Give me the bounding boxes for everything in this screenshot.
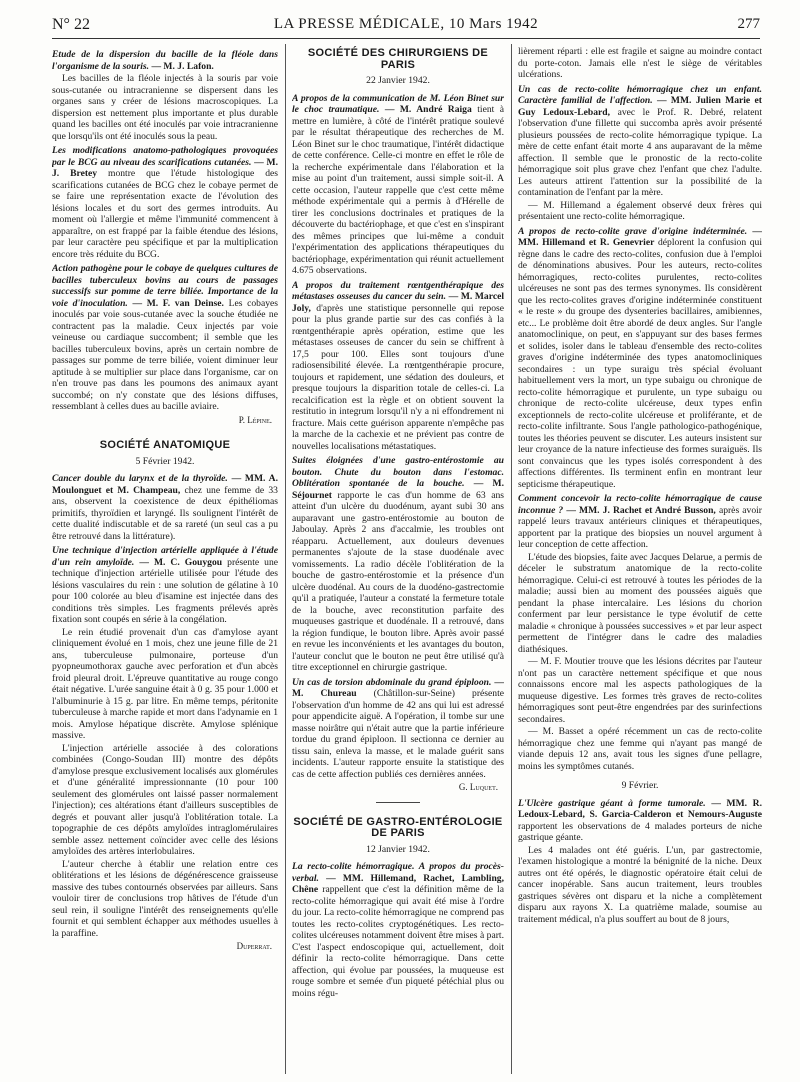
journal-name: LA PRESSE MÉDICALE,: [273, 16, 445, 32]
section-date: 9 Février.: [621, 780, 659, 791]
article-author: — MM. Hillemand et R. Genevrier: [518, 225, 762, 248]
column-1: [52, 46, 278, 1076]
article-author: — MM. Julien Marie et Guy Ledoux-Lebard,: [518, 95, 762, 118]
article-title: Un cas de torsion abdominale du grand épiploon.: [292, 676, 492, 688]
article-title: A propos du traitement rœntgenthérapique des métastases osseuses du cancer du sein.: [292, 279, 504, 302]
section-date: 12 Janvier 1942.: [366, 843, 430, 855]
article-paragraph: [292, 280, 504, 453]
article-paragraph: L'auteur cherche à établir une relation entre ces oblitérations et les lésions de dégénérescence graisseuse massive des tubes contournés observées par ailleurs. Sans vouloir tirer de conclusions trop hâtives de l'étude d'un seul rein, il souligne l'intérêt des renseignements qu'elle fournit et qui semblent échapper aux méthodes usuelles à la paraffine.: [52, 858, 278, 939]
article-paragraph: [52, 49, 278, 72]
article-author: — MM. J. Rachet et André Busson,: [566, 504, 716, 516]
article-paragraph: [52, 545, 278, 626]
article-title: Suites éloignées d'une gastro-entérostomie au bouton. Chute du bouton dans l'estomac. Oblitération spontanée de la bouche.: [292, 455, 504, 489]
signature: Duperrat.: [236, 941, 272, 951]
journal-title: [52, 16, 760, 33]
article-title: Etude de la dispersion du bacille de la fléole dans l'organisme de la souris.: [52, 49, 278, 72]
article-title: Une technique d'injection artérielle appliquée à l'étude d'un rein amyloïde.: [52, 545, 278, 568]
section-heading: SOCIÉTÉ DES CHIRURGIENS DE PARIS: [307, 47, 489, 71]
article-title: A propos de recto-colite grave d'origine indéterminée.: [518, 225, 748, 237]
article-paragraph: [518, 226, 762, 491]
article-text: rapportent les observations de 4 malades porteurs de niche gastrique géante.: [518, 820, 762, 843]
section-date: 5 Février 1942.: [135, 455, 195, 467]
article-author: — M. André Raiga: [384, 104, 472, 115]
article-title: L'Ulcère gastrique géant à forme tumorale.: [518, 797, 706, 809]
article-author: — M. Marcel Joly,: [292, 291, 504, 314]
article-author: — MM. R. Ledoux-Lebard, S. Garcia-Calderon et Nemours-Auguste: [518, 797, 762, 820]
article-author: — M. Séjournet: [292, 478, 504, 501]
article-title: A propos de la communication de M. Léon Binet sur le choc traumatique.: [292, 92, 504, 115]
article-author: — M. Chureau: [292, 676, 504, 699]
section-separator: [376, 802, 420, 803]
signature: P. Lépine.: [238, 414, 272, 425]
article-author: — M. J. Lafon.: [151, 60, 214, 72]
article-paragraph: Le rein étudié provenait d'un cas d'amylose ayant cliniquement évolué en 1 mois, chez une jeune fille de 21 ans, tuberculeuse pulmonaire, porteuse d'un pyopneumothorax gauche avec perforation et d'un abcès froid pleural droit. L'épreuve quantitative au rouge congo était négative. L'urée sanguine était à 0 g. 35 pour 1.000 et l'albuminurie à 15 g. par litre. En même temps, péritonite tuberculeuse à marche rapide et mort dans l'adynamie en 1 mois. Amylose hépatique discrète. Amylose splénique massive.: [52, 626, 278, 741]
article-text: chez une femme de 33 ans, observent la coexistence de deux épithéliomas primitifs, thyroïdien et laryngé. Ils soulignent l'intérêt de cette dualité indiscutable et de sa rareté (un seul cas a pu être retrouvé dans la littérature).: [52, 484, 278, 542]
article-text: après avoir rappelé leurs travaux antérieurs cliniques et thérapeutiques, apportent par la pratique des biopsies un nouvel argument à leur conception de cette affection.: [518, 504, 762, 550]
page-header: [52, 16, 760, 38]
article-paragraph: [292, 861, 504, 999]
header-rule: [52, 38, 760, 39]
column-divider: [511, 44, 512, 1074]
article-paragraph: Les 4 malades ont été guéris. L'un, par gastrectomie, l'examen histologique a montré la bénignité de la niche. Deux autres ont été opérés, le diagnostic opératoire était celui de cancer inopérable. Sans aucun traitement, leurs troubles gastriques sévères ont disparu et la niche a complètement disparu aux rayons X. La quatrième malade, soumise au traitement médical, n'a plus souffert au bout de 8 jours,: [518, 844, 762, 925]
article-title: Action pathogène pour le cobaye de quelques cultures de bacilles tuberculeux bovins au cours de passages successifs sur pomme de terre biliée. Importance de la voie d'inoculation.: [52, 263, 278, 309]
article-text: (Châtillon-sur-Seine) présente l'observation d'un homme de 42 ans qui lui est adressé pour appendicite aiguë. A l'opération, il tombe sur une masse noirâtre qui n'était autre que la partie inférieure tordue du grand épiploon. Il sectionna ce dernier au tissu sain, enleva la masse, et le malade guérit sans incidents. L'auteur rapporte ensuite la statistique des cas de cette affection publiés ces dernières années.: [292, 688, 504, 780]
article-paragraph: [292, 455, 504, 674]
column-2: [292, 46, 504, 1076]
page-number: 277: [737, 16, 760, 32]
article-text: montre que l'étude histologique des scarifications cutanées de BCG chez le cobaye permet de se faire une représentation exacte de l'évolution des lésions locales et du sort des germes introduits. Au moment où l'allergie et même l'immunité commencent à apparaître, on est frappé par la faible étendue des lésions, par leur caractère peu spécifique et par la multiplication encore très réduite du BCG.: [52, 168, 278, 260]
article-paragraph: L'étude des biopsies, faite avec Jacques Delarue, a permis de déceler le substratum anatomique de la recto-colite hémorragique. Celui-ci est retrouvé à toutes les périodes de la maladie; aussi bien au moment des poussées aiguës que pendant la phase intercalaire. Les lésions du chorion conferment par leur persistance le type évolutif de cette maladie « chronique à poussées successives » et par leur aspect permettent de l'intégrer dans le cadre des maladies diathésiques.: [518, 551, 762, 655]
article-author: — M. F. van Deinse.: [132, 297, 224, 309]
article-text: avec le Prof. R. Debré, relatent l'observation d'une fillette qui succomba après avoir présenté plusieurs poussées de recto-colite hémorragique typique. La mère de cette enfant était morte 4 ans auparavant de la même affection. Il semble que le pronostic de la recto-colite hémorragique soit plus grave chez l'enfant que chez l'adulte. Les auteurs attirent l'attention sur la possibilité de la contamination de l'enfant par la mère.: [518, 106, 762, 198]
article-title: Comment concevoir la recto-colite hémorragique de cause inconnue ?: [518, 493, 762, 516]
article-text: déplorent la confusion qui règne dans le cadre des recto-colites, confusion due à l'emploi de dénominations abusives. Pour les auteurs, recto-colites hémorragiques, recto-colites purulentes, recto-colites ulcéreuses ne sont pas des termes synonymes. Ils considèrent que les recto-colites graves d'origine indéterminée constituent « le reste » du groupe des dysenteries bacillaires, amibiennes, etc... Le problème doit être abordé de deux angles. Sur l'angle anatomoclinique, on peut, en s'appuyant sur des bases fermes et solides, isoler dans le tableau d'ensemble des recto-colites graves d'origine indéterminée des types anatomocliniques secondaires : un type suraigu très spécial évoluant habituellement vers la mort, un type subaigu ou chronique de recto-colite hémorragique et purulente, un type subaigu ou chronique de recto-colite ulcéreuse, deux types enfin exceptionnels de recto-colite ulcéreuse et proliférante, et de recto-colite infiltrante. Sous l'angle pathologico-pathogénique, toutes les théories peuvent se discuter. Les auteurs insistent sur leur croyance de la nature infectieuse des formes suraiguës. Ils sont convaincus que les types isolés correspondent à des affections différentes. Ils terminent enfin en montrant leur septicisme thérapeutique.: [518, 237, 762, 490]
article-paragraph: — M. F. Moutier trouve que les lésions décrites par l'auteur n'ont pas un caractère nettement spécifique et que nous connaissons encore mal les aspects pathologiques de la muqueuse digestive. Les formes très graves de recto-colites hémorragiques sont peut-être engendrées par des surinfections secondaires.: [518, 656, 762, 725]
article-paragraph: — M. Basset a opéré récemment un cas de recto-colite hémorragique chez une femme qui n'ayant pas mangé de viande depuis 12 ans, avait tous les signes d'une pellagre, moins les symptômes cutanés.: [518, 726, 762, 772]
article-paragraph: L'injection artérielle associée à des colorations combinées (Congo-Soudan III) montre des dépôts d'amylose presque exclusivement localisés aux glomérules et d'une généralité impressionnante (10 pour 100 seulement des glomérules ont laissé passer normalement l'injection); ces altérations étant d'ailleurs susceptibles de degrés et pouvant aller jusqu'à l'oblitération totale. La topographie de ces dépôts amyloïdes intraglomérulaires semble assez nettement coïncider avec celle des lésions amyloïdes des artères interlobulaires.: [52, 742, 278, 857]
article-paragraph: [52, 473, 278, 542]
article-text: rapporte le cas d'un homme de 63 ans atteint d'un ulcère du duodénum, ayant subi 30 ans auparavant une gastro-entérostomie au bouton de Jaboulay. Après 2 ans d'accalmie, les troubles ont réapparu. Actuellement, aux douleurs devenues permanentes s'ajoute de la stase duodénale avec vomissements. La radio décèle l'oblitération de la bouche de gastro-entérostomie et la présence d'un ulcère duodénal. Au cours de la duodéno-gastrectomie qu'il a pratiquée, l'auteur a constaté la fermeture totale de la bouche, avec reconstitution parfaite des muqueuses gastrique et duodénale. Il a retrouvé, dans la région fundique, le bouton libre. Après avoir passé en revue les inconvénients et les avantages du bouton, l'auteur conclut que le bouton ne peut être utilisé qu'à titre exceptionnel en chirurgie gastrique.: [292, 489, 504, 673]
column-divider: [285, 44, 286, 1074]
article-paragraph: Les bacilles de la fléole injectés à la souris par voie sous-cutanée ou intracranienne se dispersent dans les organes sans y créer de lésions macroscopiques. La dispersion est nettement plus importante et plus durable quand les bacilles ont été inoculés par voie intracranienne que lorsqu'ils ont été inoculés sous la peau.: [52, 73, 278, 142]
article-paragraph: [292, 93, 504, 277]
article-paragraph: [292, 677, 504, 781]
signature: G. Luquet.: [458, 782, 498, 792]
column-3: [518, 46, 762, 1076]
article-text: Les cobayes inoculés par voie sous-cutanée avec la souche étudiée ne contractent pas la maladie. Ceux injectés par voie veineuse ou cardiaque succombent; il semble que les bacilles tuberculeux bovins, après un certain nombre de passages sur pomme de terre biliée, voient diminuer leur aptitude à se multiplier sur place dans l'organisme, car on n'en trouve pas dans les poumons des animaux ayant succombé; on n'y constate que des lésions diffuses, ressemblant à celles dues au bacille aviaire.: [52, 297, 278, 412]
section-heading: SOCIÉTÉ ANATOMIQUE: [99, 439, 231, 451]
article-title: Un cas de recto-colite hémorragique chez un enfant. Caractère familial de l'affection.: [518, 83, 762, 106]
article-paragraph: [518, 84, 762, 199]
article-title: La recto-colite hémorragique. A propos du procès-verbal.: [292, 861, 504, 884]
article-text: rappellent que c'est la définition même de la recto-colite hémorragique qui avait été mise à l'ordre du jour. La recto-colite hémorragique ne comprend pas toutes les recto-colites cryptogénétiques. Les recto-colites ulcéreuses notamment doivent être mises à part. C'est l'aspect endoscopique qui, actuellement, doit définir la recto-colite hémorragique. Dans cette affection, qui évolue par poussées, la muqueuse est rouge sombre et semée d'un piqueté pétéchial plus ou moins régu-: [292, 884, 504, 999]
article-author: — MM. A. Moulonguet et M. Champeau,: [52, 473, 278, 496]
article-author: — M. C. Gouygou: [139, 556, 223, 568]
section-heading: SOCIÉTÉ DE GASTRO-ENTÉROLOGIE DE PARIS: [293, 815, 503, 839]
article-title: Les modifications anatomo-pathologiques provoquées par le BCG au niveau des scarifications cutanées.: [52, 145, 278, 168]
section-date: 22 Janvier 1942.: [366, 75, 430, 86]
article-paragraph: [518, 493, 762, 551]
article-paragraph: [518, 798, 762, 844]
article-paragraph: [52, 263, 278, 413]
article-paragraph: [52, 145, 278, 260]
article-text: d'après une statistique personnelle qui repose pour la plus grande partie sur des cas confiés à la rœntgenthérapie après opération, estime que les métastases osseuses de cancer du sein se chiffrent à 17,5 pour 100. Elles sont toujours d'une radiosensibilité élevée. La rœntgenthérapie procure, toujours et rapidement, une sédation des douleurs, et presque toujours la disparition totale de celles-ci. La recalcification est la règle et on obtient souvent la restitutio in integrum lorsqu'il n'y a ni effondrement ni fracture. Mais cette guérison apparente n'empêche pas la marche de la cachexie et ne prévient pas contre de nouvelles localisations métastatiques.: [292, 302, 504, 452]
article-paragraph: lièrement réparti : elle est fragile et saigne au moindre contact du porte-coton. Jamais elle n'est le siège de véritables ulcérations.: [518, 46, 762, 80]
article-author: — M. J. Bretey: [52, 156, 278, 179]
issue-date: 10 Mars 1942: [448, 16, 539, 32]
issue-number: N° 22: [52, 16, 90, 33]
article-text: présente une technique d'injection artérielle utilisée pour l'étude des lésions vasculaires du rein : une solution de gélatine à 10 pour 100 colorée au bleu d'isamine est injectée dans des conditions très simples. Les fragments prélevés après fixation sont coupés en série à la congélation.: [52, 556, 278, 625]
article-title: Cancer double du larynx et de la thyroïde.: [52, 473, 228, 484]
article-author: — MM. Hillemand, Rachet, Lambling, Chêne: [292, 872, 504, 895]
article-paragraph: — M. Hillemand a également observé deux frères qui présentaient une recto-colite hémorragique.: [518, 199, 762, 222]
article-text: tient à mettre en lumière, à côté de l'intérêt pratique soulevé par le résultat thérapeutique des recherches de M. Léon Binet sur le choc traumatique, l'intérêt didactique de cette conférence. Celle-ci montre en effet le rôle de la recherche expérimentale dans l'élaboration et la mise au point d'un traitement, aussi simple soit-il. A cette occasion, l'auteur rappelle que c'est cette même méthode expérimentale qui a permis à d'Hérelle de tirer les conclusions doctrinales et pratiques de la découverte du bactériophage, et que c'est en s'inspirant des mêmes principes que lui-même a conduit l'expérimentation des applications thérapeutiques du bactériophage, expérimentation qui réunit actuellement 4.675 observations.: [292, 104, 504, 276]
